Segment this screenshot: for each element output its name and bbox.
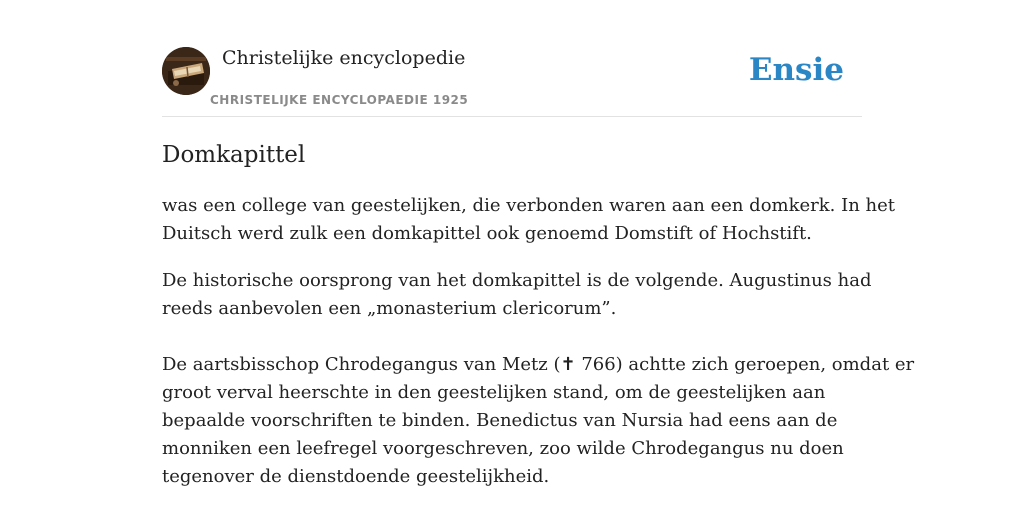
brand-logo-link[interactable]: Ensie (748, 52, 844, 88)
paragraph (162, 192, 896, 248)
text-line: De aartsbisschop Chrodegangus van Metz (✝ 766) achtte zich geroepen, omdat er (162, 354, 915, 375)
site-subtitle: CHRISTELIJKE ENCYCLOPAEDIE 1925 (210, 93, 469, 107)
site-name[interactable]: Christelijke encyclopedie (222, 47, 466, 69)
text-line: was een college van geestelijken, die verbonden waren aan een domkerk. In het (162, 195, 896, 216)
paragraph (162, 351, 915, 491)
text-line: tegenover de dienstdoende geestelijkheid. (162, 466, 550, 487)
text-line: bepaalde voorschriften te binden. Benedictus van Nursia had eens aan de (162, 410, 838, 431)
text-line: Duitsch werd zulk een domkapittel ook genoemd Domstift of Hochstift. (162, 223, 812, 244)
text-line: reeds aanbevolen een „monasterium clericorum”. (162, 298, 617, 319)
book-icon (162, 47, 210, 95)
article-body (162, 192, 915, 491)
text-line: groot verval heerschte in den geestelijken stand, om de geestelijken aan (162, 382, 826, 403)
encyclopedia-avatar[interactable] (162, 47, 210, 95)
site-header (162, 46, 862, 117)
text-line: De historische oorsprong van het domkapittel is de volgende. Augustinus had (162, 270, 872, 291)
paragraph (162, 267, 872, 323)
article-title: Domkapittel (162, 142, 306, 168)
text-line: monniken een leefregel voorgeschreven, zoo wilde Chrodegangus nu doen (162, 438, 844, 459)
